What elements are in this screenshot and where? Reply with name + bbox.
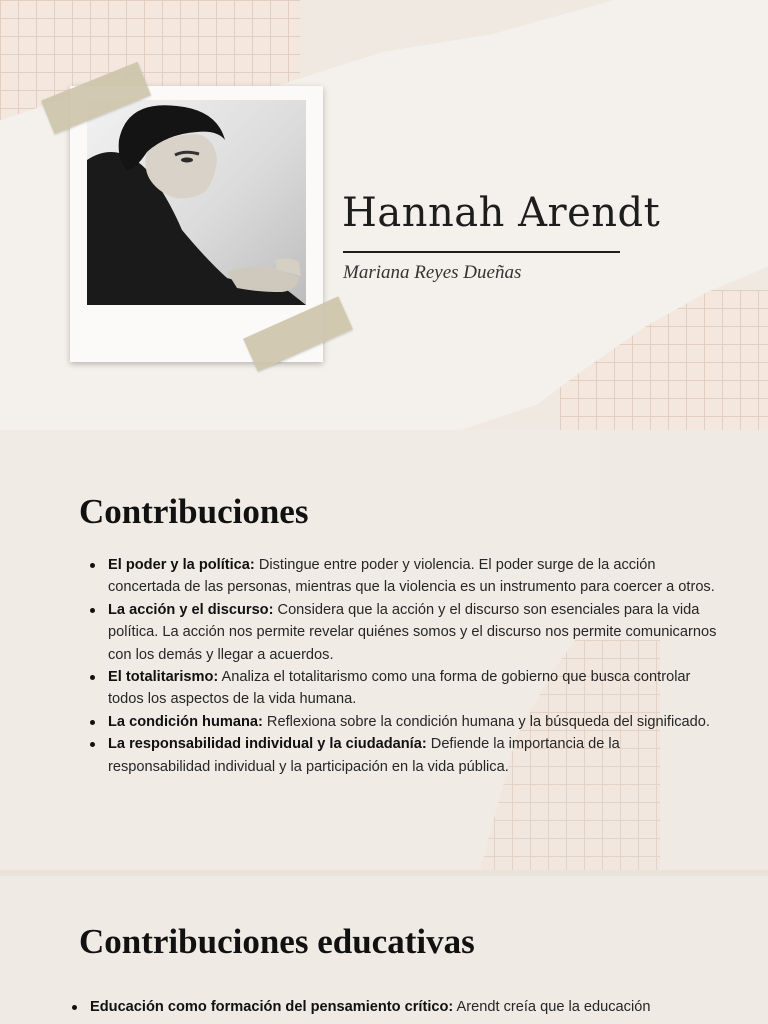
list-item: Educación como formación del pensamiento crítico: Arendt creía que la educación: [72, 996, 732, 1018]
author-name: Mariana Reyes Dueñas: [343, 262, 522, 283]
list-item: La condición humana: Reflexiona sobre la condición humana y la búsqueda del significado.: [90, 711, 720, 733]
title-slide: [0, 0, 768, 430]
slide-separator: [0, 870, 768, 876]
portrait-photo: [87, 100, 306, 305]
list-item: El poder y la política: Distingue entre poder y violencia. El poder surge de la acción concertada de las personas, mientras que la violencia es un instrumento para coercer a otros.: [90, 554, 720, 599]
contributions-slide: [0, 430, 768, 1024]
page-title: Hannah Arendt: [342, 190, 661, 236]
contributions-list: [90, 554, 720, 778]
list-item: El totalitarismo: Analiza el totalitarismo como una forma de gobierno que busca controlar todos los aspectos de la vida humana.: [90, 666, 720, 711]
portrait-illustration: [87, 100, 306, 305]
section-title-contribuciones: Contribuciones: [79, 492, 309, 531]
section-title-educativas: Contribuciones educativas: [79, 922, 475, 961]
list-item: La responsabilidad individual y la ciudadanía: Defiende la importancia de la responsabilidad individual y la participación en la vida pública.: [90, 733, 720, 778]
list-item: La acción y el discurso: Considera que la acción y el discurso son esenciales para la vida política. La acción nos permite revelar quiénes somos y el discurso nos permite comunicarnos con los demás y llegar a acuerdos.: [90, 599, 720, 666]
title-divider: [343, 251, 620, 253]
educational-list: [72, 996, 732, 1018]
